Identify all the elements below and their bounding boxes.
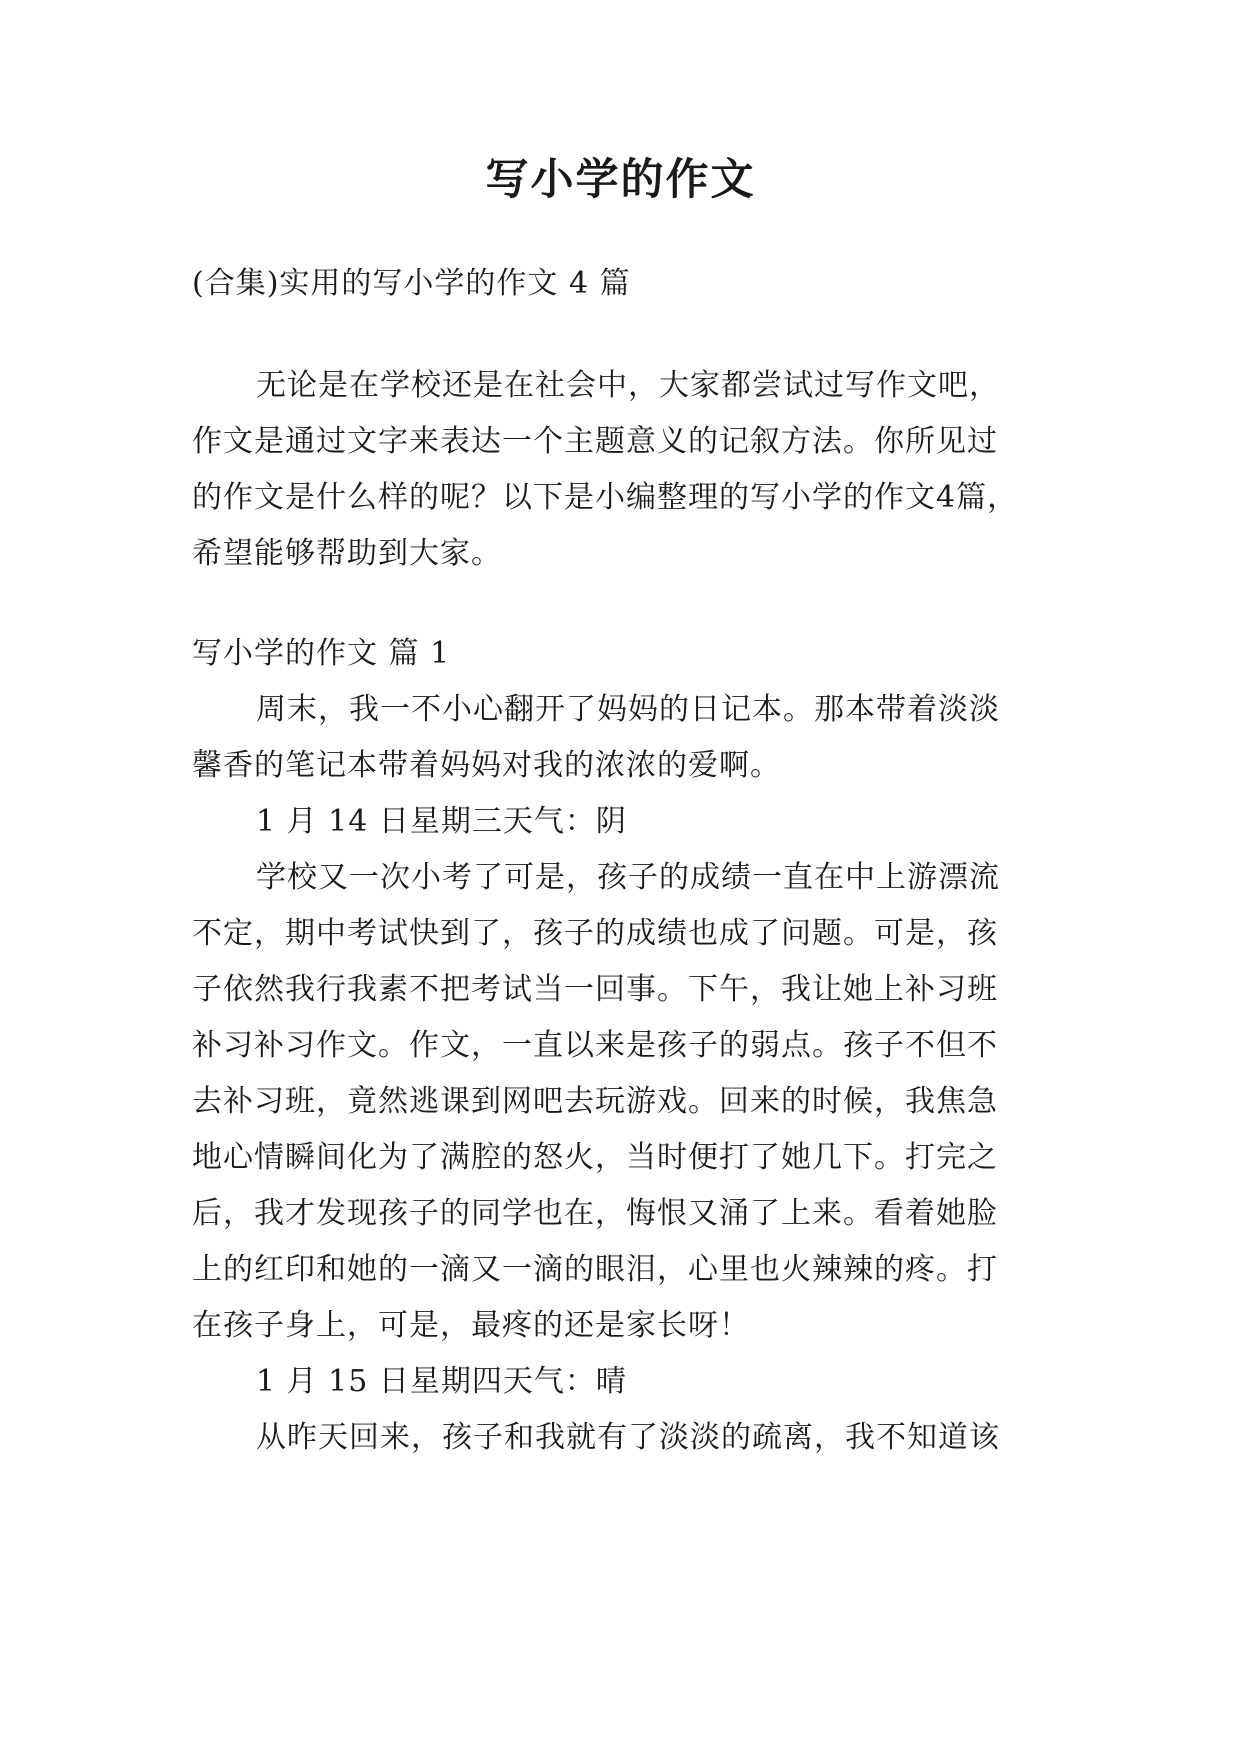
paragraph-line: 不定，期中考试快到了，孩子的成绩也成了问题。可是，孩 [192, 916, 998, 951]
paragraph-line: 补习补习作文。作文，一直以来是孩子的弱点。孩子不但不 [192, 1028, 998, 1063]
document-subtitle: (合集)实用的写小学的作文 4 篇 [192, 266, 631, 301]
intro-line: 希望能够帮助到大家。 [192, 536, 502, 571]
diary-date: 1 月 15 日星期四天气：晴 [256, 1364, 627, 1399]
paragraph-line: 子依然我行我素不把考试当一回事。下午，我让她上补习班 [192, 972, 998, 1007]
intro-line: 无论是在学校还是在社会中，大家都尝试过写作文吧， [256, 368, 1000, 403]
document-title: 写小学的作文 [485, 155, 756, 205]
paragraph-line: 在孩子身上，可是，最疼的还是家长呀！ [192, 1308, 750, 1343]
intro-line: 作文是通过文字来表达一个主题意义的记叙方法。你所见过 [192, 424, 998, 459]
paragraph-line: 从昨天回来，孩子和我就有了淡淡的疏离，我不知道该 [256, 1420, 1000, 1455]
paragraph-line: 去补习班，竟然逃课到网吧去玩游戏。回来的时候，我焦急 [192, 1084, 998, 1119]
diary-date: 1 月 14 日星期三天气：阴 [256, 804, 627, 839]
paragraph-line: 馨香的笔记本带着妈妈对我的浓浓的爱啊。 [192, 748, 781, 783]
section-heading: 写小学的作文 篇 1 [192, 636, 451, 671]
intro-line: 的作文是什么样的呢？以下是小编整理的写小学的作文4篇， [192, 480, 1019, 515]
paragraph-line: 后，我才发现孩子的同学也在，悔恨又涌了上来。看着她脸 [192, 1196, 998, 1231]
paragraph-line: 地心情瞬间化为了满腔的怒火，当时便打了她几下。打完之 [192, 1140, 998, 1175]
paragraph-line: 上的红印和她的一滴又一滴的眼泪，心里也火辣辣的疼。打 [192, 1252, 998, 1287]
paragraph-line: 周末，我一不小心翻开了妈妈的日记本。那本带着淡淡 [256, 692, 1000, 727]
paragraph-line: 学校又一次小考了可是，孩子的成绩一直在中上游漂流 [256, 860, 1000, 895]
